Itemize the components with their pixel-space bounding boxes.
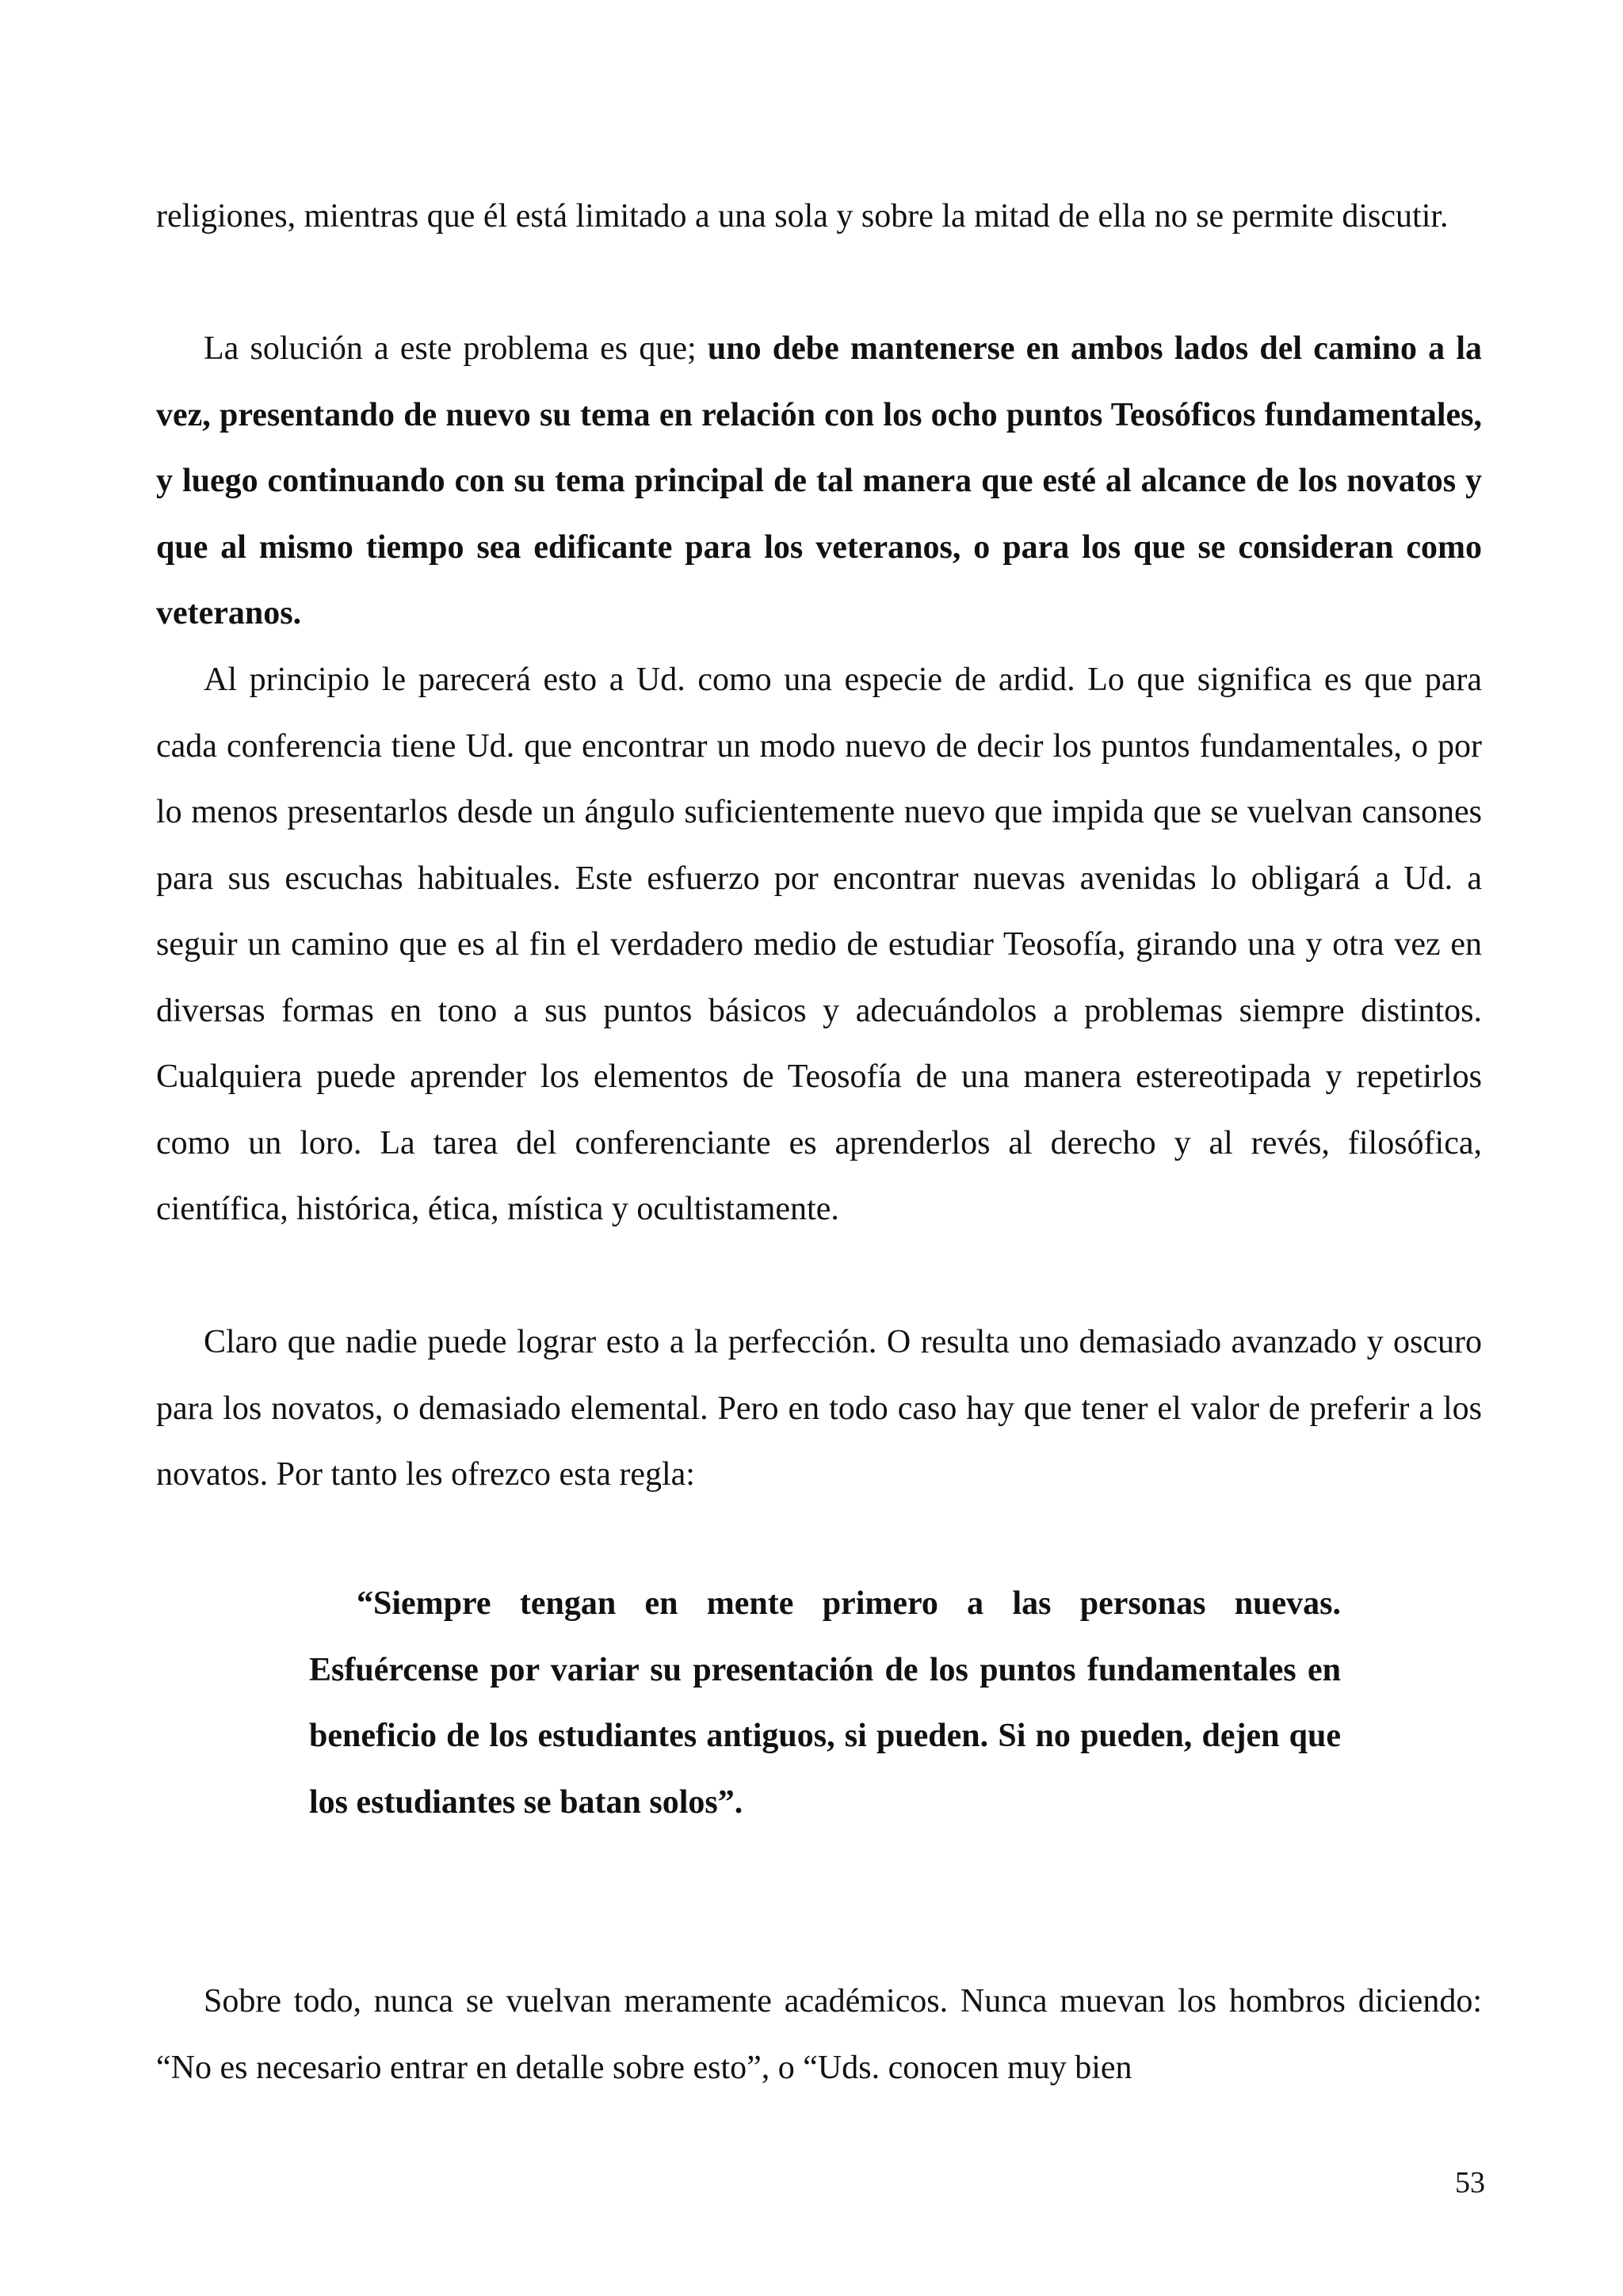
paragraph-solution: [156, 316, 1482, 647]
paragraph-academic: Sobre todo, nunca se vuelvan meramente académicos. Nunca muevan los hombros diciendo: “No es necesario entrar en detalle sobre esto”, o “Uds. conocen muy bien: [156, 1983, 1482, 2086]
paragraph-solution-bold: uno debe mantenerse en ambos lados del camino a la vez, presentando de nuevo su tema en relación con los ocho puntos Teosóficos fundamentales, y luego continuando con su tema principal de tal manera que esté al alcance de los novatos y que al mismo tiempo sea edificante para los veteranos, o para los que se consideran como veteranos.: [156, 330, 1483, 631]
paragraph-principle: Al principio le parecerá esto a Ud. como una especie de ardid. Lo que significa es que para cada conferencia tiene Ud. que encontrar un modo nuevo de decir los puntos fundamentales, o por lo menos presentarlos desde un ángulo suficientemente nuevo que impida que se vuelvan cansones para sus escuchas habituales. Este esfuerzo por encontrar nuevas avenidas lo obligará a Ud. a seguir un camino que es al fin el verdadero medio de estudiar Teosofía, girando una y otra vez en diversas formas en tono a sus puntos básicos y adecuándolos a problemas siempre distintos. Cualquiera puede aprender los elementos de Teosofía de una manera estereotipada y repetirlos como un loro. La tarea del conferenciante es aprenderlos al derecho y al revés, filosófica, científica, histórica, ética, mística y ocultistamente.: [156, 662, 1482, 1227]
paragraph-rule-intro: Claro que nadie puede lograr esto a la perfección. O resulta uno demasiado avanzado y oscuro para los novatos, o demasiado elemental. Pero en todo caso hay que tener el valor de preferir a los novatos. Por tanto les ofrezco esta regla:: [156, 1324, 1482, 1493]
page-number: 53: [1455, 2166, 1485, 2199]
paragraph-solution-lead: La solución a este problema es que;: [204, 330, 708, 367]
paragraph-continuation: religiones, mientras que él está limitado a una sola y sobre la mitad de ella no se permite discutir.: [156, 198, 1449, 235]
block-quote-rule: “Siempre tengan en mente primero a las personas nuevas. Esfuércense por variar su presentación de los puntos fundamentales en beneficio de los estudiantes antiguos, si pueden. Si no pueden, dejen que los estudiantes se batan solos”.: [309, 1585, 1341, 1821]
